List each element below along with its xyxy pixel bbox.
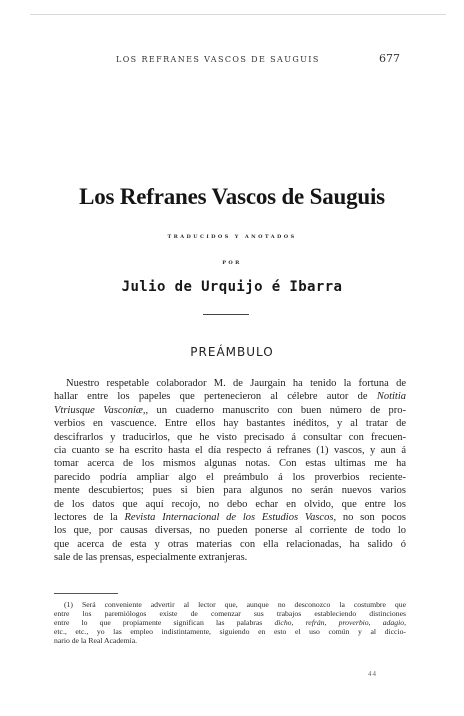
body-line: tomar acerca de los mismos algunas notas. Con estas ultimas me ha [54,458,406,470]
body-line: de los datos que aquí recojo, no debo echar en olvido, que entre los [54,498,406,510]
italic-notitia: Notitia [376,391,406,403]
footnote-line-text: entre lo que propiamente significan las palabras [54,618,263,627]
body-line-text: , no son pocos [333,511,407,523]
body-line [54,511,406,524]
body-line [54,390,406,403]
by-line-por: POR [222,260,242,266]
italic-revista: Revista Internacional de los Estudios Vascos [124,511,334,523]
running-head-title: LOS REFRANES VASCOS DE SAUGUIS [116,55,320,64]
body-line-text: , un cuaderno manuscrito con buen número de pro- [145,404,407,416]
author-name: Julio de Urquijo é Ibarra [121,279,343,295]
body-line-text: lectores de la [54,511,118,523]
article-subtitle: TRADUCIDOS Y ANOTADOS [167,234,297,240]
footnote-rule [54,593,118,594]
body-line: sale de las prensas, especialmente extranjeras. [54,552,248,564]
body-line-text: hallar entre los papeles que pertenecieron al célebre autor de [54,391,368,403]
body-line [54,404,406,417]
author-divider [203,314,249,315]
italic-vasconiae: Vtriusque Vasconiæ, [54,404,146,416]
footnote-line: (1) Será conveniente advertir al lector que, aunque no desconozco la costumbre que [64,600,406,609]
footnote [54,600,406,645]
section-heading: PREÁMBULO [190,345,274,359]
body-line: que acerca de esta y otras materias con ella relacionadas, ha salido ó [54,538,406,550]
body-paragraph [54,377,406,564]
body-line: descifrarlos y traducirlos, que he visto precisado á consultar con frecuen- [54,431,406,443]
body-line: verbios en vascuence. Entre ellos hay bastantes inéditos, y al tratar de [54,418,406,430]
footnote-line: entre los paremiólogos existe de comenzar sus trabajos estableciendo distinciones [54,609,406,618]
article-title: Los Refranes Vascos de Sauguis [79,184,385,209]
body-line: cia cuanto se ha escrito hasta el día respecto á refranes (1) vascos, y aun á [54,444,406,456]
body-line: mente descubiertos; pues si bien para algunos no serán nuevos varios [54,485,406,497]
footnote-italic-words: dicho, refrán, proverbio, adagio, [274,618,406,627]
page-number: 677 [379,52,400,65]
top-border-rule [30,14,446,15]
signature-mark: 44 [368,670,377,678]
body-line: parecido podría ampliar algo el preámbulo á los proverbios reciente- [54,471,406,483]
footnote-line: nario de la Real Academia. [54,636,138,645]
body-line: Nuestro respetable colaborador M. de Jaurgain ha tenido la fortuna de [66,378,406,389]
footnote-line [54,618,406,627]
body-line: los que, por causas diversas, no pueden ponerse al corriente de todo lo [54,525,406,537]
footnote-line: etc., etc., yo las empleo indistintamente, siguiendo en esto el uso común y al diccio- [54,627,406,636]
